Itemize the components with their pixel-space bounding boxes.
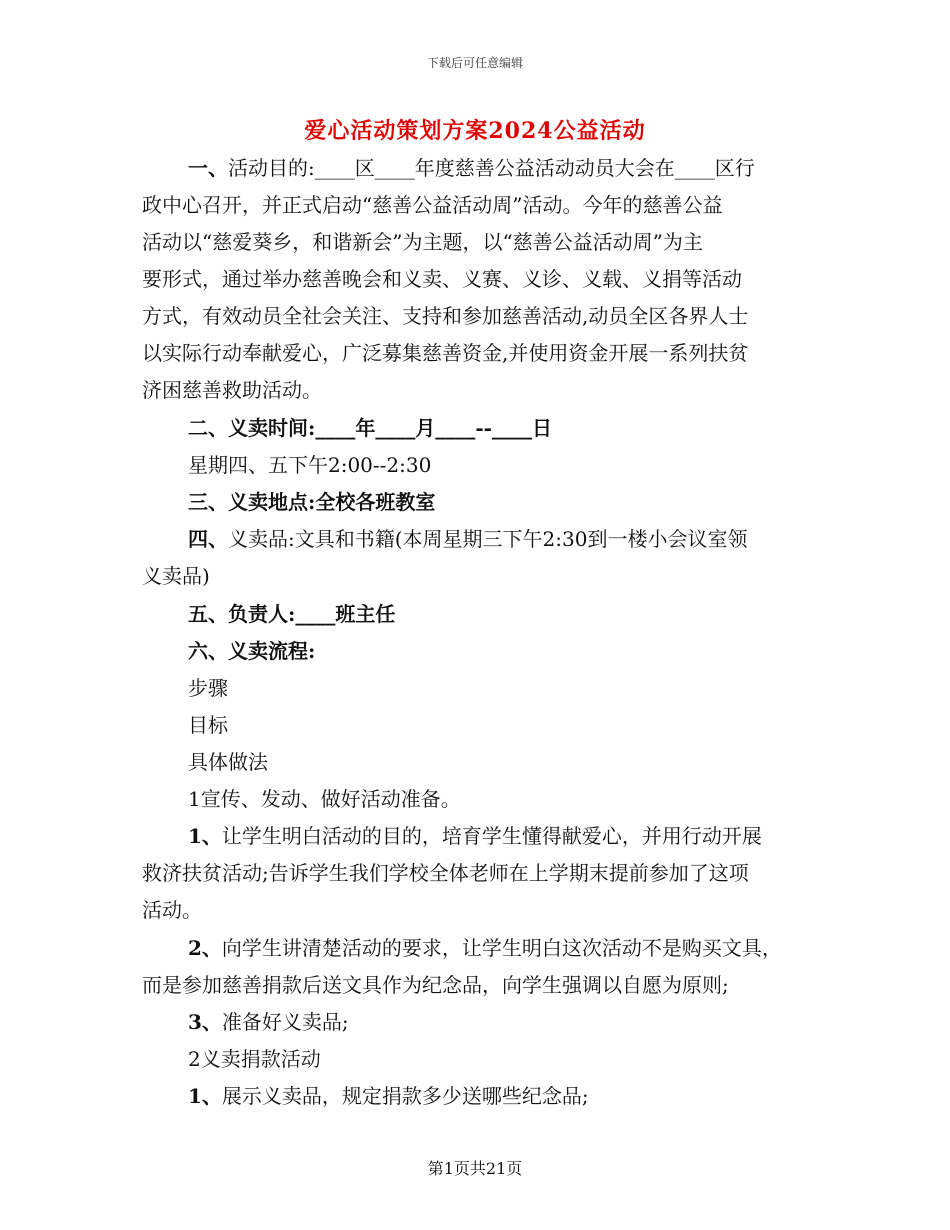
step2-title: 2义卖捐款活动 <box>188 1047 321 1071</box>
section4-line1 <box>188 525 747 553</box>
item1-line1 <box>188 822 762 850</box>
item2-line1 <box>188 934 782 962</box>
section2-subtext: 星期四、五下午2:00--2:30 <box>188 453 432 477</box>
item1-line2: 救济扶贫活动;告诉学生我们学校全体老师在上学期末提前参加了这项 <box>142 861 749 885</box>
section2-heading: 二、义卖时间:____年____月____--____日 <box>188 416 552 440</box>
section4-line2: 义卖品) <box>142 564 210 588</box>
item1-text-line1: 让学生明白活动的目的，培育学生懂得献爱心，并用行动开展 <box>221 824 762 848</box>
paragraph1-lead: 一、 <box>188 156 228 180</box>
page-footer: 第1页共21页 <box>427 1159 523 1178</box>
section3-heading: 三、义卖地点:全校各班教室 <box>188 490 436 514</box>
paragraph1-line3: 活动以“慈爱葵乡，和谐新会”为主题，以“慈善公益活动周”为主 <box>142 230 703 254</box>
paragraph1-line5: 方式，有效动员全社会关注、支持和参加慈善活动,动员全区各界人士 <box>142 304 749 328</box>
paragraph1-line4: 要形式，通过举办慈善晚会和义卖、义赛、义诊、义载、义捐等活动 <box>142 267 742 291</box>
paragraph1-line1 <box>188 154 755 182</box>
item3-line <box>188 1008 349 1036</box>
item3-number: 3、 <box>188 1010 222 1034</box>
section6-heading: 六、义卖流程: <box>188 639 316 663</box>
flow-label-method: 具体做法 <box>188 750 268 774</box>
section4-text-line1: 义卖品:文具和书籍(本周星期三下午2:30到一楼小会议室领 <box>228 527 748 551</box>
section4-lead: 四、 <box>188 527 228 551</box>
flow-label-goal: 目标 <box>188 713 228 737</box>
item4-text: 展示义卖品，规定捐款多少送哪些纪念品; <box>221 1084 589 1108</box>
paragraph1-line2: 政中心召开，并正式启动“慈善公益活动周”活动。今年的慈善公益 <box>142 193 723 217</box>
paragraph1-line7: 济困慈善救助活动。 <box>142 378 322 402</box>
section5-heading: 五、负责人:____班主任 <box>188 602 396 626</box>
item2-number: 2、 <box>188 936 222 960</box>
item2-line2: 而是参加慈善捐款后送文具作为纪念品，向学生强调以自愿为原则; <box>142 973 729 997</box>
item3-text: 准备好义卖品; <box>221 1010 349 1034</box>
item4-number: 1、 <box>188 1084 222 1108</box>
item2-text-line1: 向学生讲清楚活动的要求，让学生明白这次活动不是购买文具， <box>221 936 782 960</box>
item1-number: 1、 <box>188 824 222 848</box>
document-title: 爱心活动策划方案2024公益活动 <box>304 118 646 144</box>
flow-label-step: 步骤 <box>188 676 228 700</box>
paragraph1-line6: 以实际行动奉献爱心，广泛募集慈善资金,并使用资金开展一系列扶贫 <box>142 341 749 365</box>
item1-line3: 活动。 <box>142 898 202 922</box>
header-note: 下载后可任意编辑 <box>426 56 523 70</box>
step1-title: 1宣传、发动、做好活动准备。 <box>188 787 461 811</box>
item4-line <box>188 1082 589 1110</box>
paragraph1-text-line1: 活动目的:____区____年度慈善公益活动动员大会在____区行 <box>228 156 755 180</box>
